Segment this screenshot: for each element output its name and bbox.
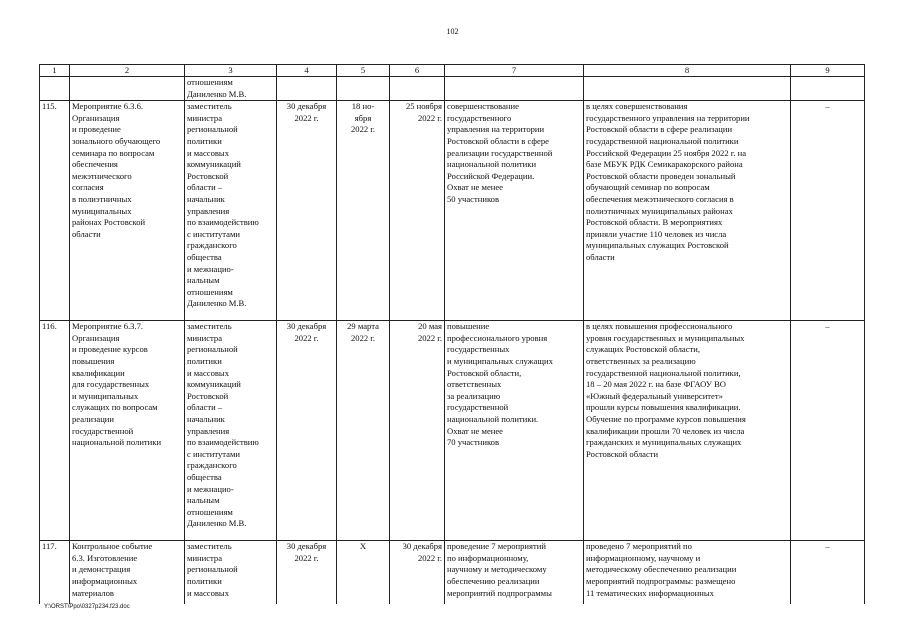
end-date-cell: 25 ноября 2022 г. — [390, 101, 445, 321]
page-number: 102 — [446, 27, 459, 36]
row-number-cell: 117. — [40, 541, 70, 604]
column-number: 4 — [277, 65, 337, 77]
actual-result-cell: в целях повышения профессионального уровня государственных и муниципальных служащих Ростовской области, ответственных за реализацию государственной национальной политики, 18 – 20 мая 2022 г. на базе ФГАОУ ВО «Южный федеральный университет» прошли курсы повышения квалификации. Обучение по программе курсов повышения квалификации прошли 70 человек из числа гражданских и муниципальных служащих Ростовской области — [584, 321, 791, 541]
column-number: 7 — [445, 65, 584, 77]
actual-result-cell: в целях совершенствования государственного управления на территории Ростовской области в сфере реализации государственной национальной политики Российской Федерации 25 ноября 2022 г. на базе МБУК РДК Семикаракорского района Ростовской области проведен зональный обучающий семинар по вопросам обеспечения межэтнического согласия в полиэтничных муниципальных районах Ростовской области. В мероприятиях приняли участие 110 человек из числа муниципальных служащих Ростовской области — [584, 101, 791, 321]
start-date-cell: 29 марта 2022 г. — [337, 321, 390, 541]
start-date-cell: Х — [337, 541, 390, 604]
column-number: 9 — [791, 65, 865, 77]
activity-name-cell: Контрольное событие 6.3. Изготовление и демонстрация информационных материалов — [70, 541, 185, 604]
file-path-footer: Y:\ORST\Ppo\0327p234.f23.doc — [44, 604, 130, 610]
activity-name-cell: Мероприятие 6.3.7. Организация и проведение курсов повышения квалификации для государственных и муниципальных служащих по вопросам реализации государственной национальной политики — [70, 321, 185, 541]
column-number: 3 — [185, 65, 277, 77]
planned-date-cell: 30 декабря 2022 г. — [277, 101, 337, 321]
expected-result-cell: совершенствование государственного управления на территории Ростовской области в сфере реализации государственной национальной политики Российской Федерации. Охват не менее 50 участников — [445, 101, 584, 321]
expected-result-cell: повышение профессионального уровня государственных и муниципальных служащих Ростовской области, ответственных за реализацию государственной национальной политики. Охват не менее 70 участников — [445, 321, 584, 541]
table-row — [40, 541, 865, 604]
column-number: 1 — [40, 65, 70, 77]
expected-result-cell: проведение 7 мероприятий по информационному, научному и методическому обеспечению реализации мероприятий подпрограммы — [445, 541, 584, 604]
row-number-cell: 115. — [40, 101, 70, 321]
start-date-cell: 18 но- ября 2022 г. — [337, 101, 390, 321]
row-number-cell: 116. — [40, 321, 70, 541]
actual-result-cell: проведено 7 мероприятий по информационному, научному и методическому обеспечению реализации мероприятий подпрограммы: размещено 11 тематических информационных — [584, 541, 791, 604]
column-number: 6 — [390, 65, 445, 77]
responsible-cell: заместитель министра региональной политики и массовых коммуникаций Ростовской области – начальник управления по взаимодействию с институтами гражданского общества и межнацио- нальным отношениям Даниленко М.В. — [185, 321, 277, 541]
continuation-row — [40, 77, 865, 101]
planned-date-cell: 30 декабря 2022 г. — [277, 541, 337, 604]
table-row — [40, 101, 865, 321]
report-table — [39, 64, 865, 604]
responsible-cell: отношениям Даниленко М.В. — [185, 77, 277, 101]
table-row — [40, 321, 865, 541]
end-date-cell: 30 декабря 2022 г. — [390, 541, 445, 604]
column-numbers-row — [40, 65, 865, 77]
note-cell: – — [791, 321, 865, 541]
responsible-cell: заместитель министра региональной политики и массовых — [185, 541, 277, 604]
note-cell: – — [791, 541, 865, 604]
responsible-cell: заместитель министра региональной политики и массовых коммуникаций Ростовской области – начальник управления по взаимодействию с институтами гражданского общества и межнацио- нальным отношениям Даниленко М.В. — [185, 101, 277, 321]
column-number: 2 — [70, 65, 185, 77]
column-number: 8 — [584, 65, 791, 77]
column-number: 5 — [337, 65, 390, 77]
activity-name-cell: Мероприятие 6.3.6. Организация и проведение зонального обучающего семинара по вопросам обеспечения межэтнического согласия в полиэтничных муниципальных районах Ростовской области — [70, 101, 185, 321]
planned-date-cell: 30 декабря 2022 г. — [277, 321, 337, 541]
note-cell: – — [791, 101, 865, 321]
end-date-cell: 20 мая 2022 г. — [390, 321, 445, 541]
